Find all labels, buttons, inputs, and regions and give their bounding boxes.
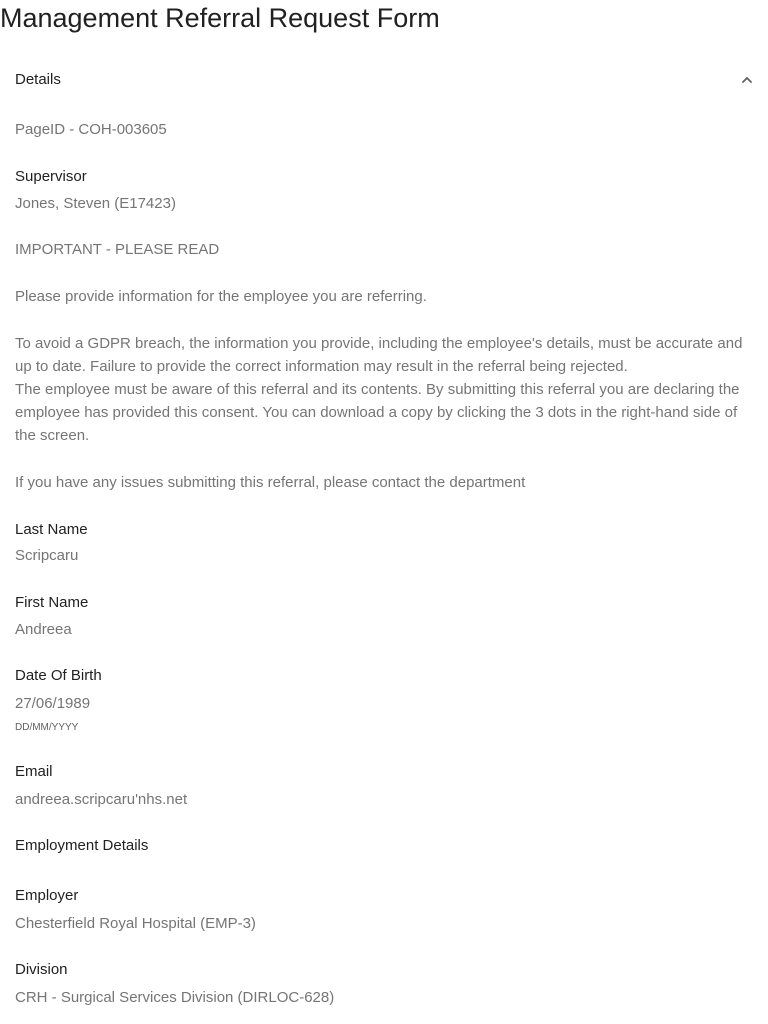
page-id-text: PageID - COH-003605	[15, 121, 167, 138]
email-value[interactable]: andreea.scripcaru'nhs.net	[15, 791, 188, 808]
division-label: Division	[15, 961, 68, 978]
dob-value[interactable]: 27/06/1989	[15, 695, 91, 712]
chevron-up-icon[interactable]	[740, 73, 754, 87]
notice-gdpr: To avoid a GDPR breach, the information you provide, including the employee's details, must be accurate and up to date. Failure to provide the correct information may result in the referral being rejected.	[15, 335, 743, 375]
first-name-value[interactable]: Andreea	[15, 621, 72, 638]
email-label: Email	[15, 763, 53, 780]
page-title: Management Referral Request Form	[0, 3, 440, 33]
notice-intro: Please provide information for the employee you are referring.	[15, 288, 427, 305]
employer-value[interactable]: Chesterfield Royal Hospital (EMP-3)	[15, 915, 256, 932]
first-name-label: First Name	[15, 594, 89, 611]
notice-consent: The employee must be aware of this referral and its contents. By submitting this referral you are declaring the employee has provided this consent. You can download a copy by clicking the 3 dots in the right-hand side of the screen.	[15, 381, 740, 444]
notice-contact: If you have any issues submitting this referral, please contact the department	[15, 474, 526, 491]
last-name-value[interactable]: Scripcaru	[15, 547, 79, 564]
last-name-label: Last Name	[15, 521, 88, 538]
dob-format-hint: DD/MM/YYYY	[15, 722, 79, 733]
division-value[interactable]: CRH - Surgical Services Division (DIRLOC-628)	[15, 989, 335, 1006]
important-notice-heading: IMPORTANT - PLEASE READ	[15, 241, 220, 258]
details-section-header[interactable]	[0, 62, 768, 98]
employment-details-heading: Employment Details	[15, 837, 149, 854]
employer-label: Employer	[15, 887, 79, 904]
supervisor-value: Jones, Steven (E17423)	[15, 195, 176, 212]
dob-label: Date Of Birth	[15, 667, 102, 684]
details-section-label: Details	[15, 71, 61, 88]
supervisor-label: Supervisor	[15, 168, 87, 185]
